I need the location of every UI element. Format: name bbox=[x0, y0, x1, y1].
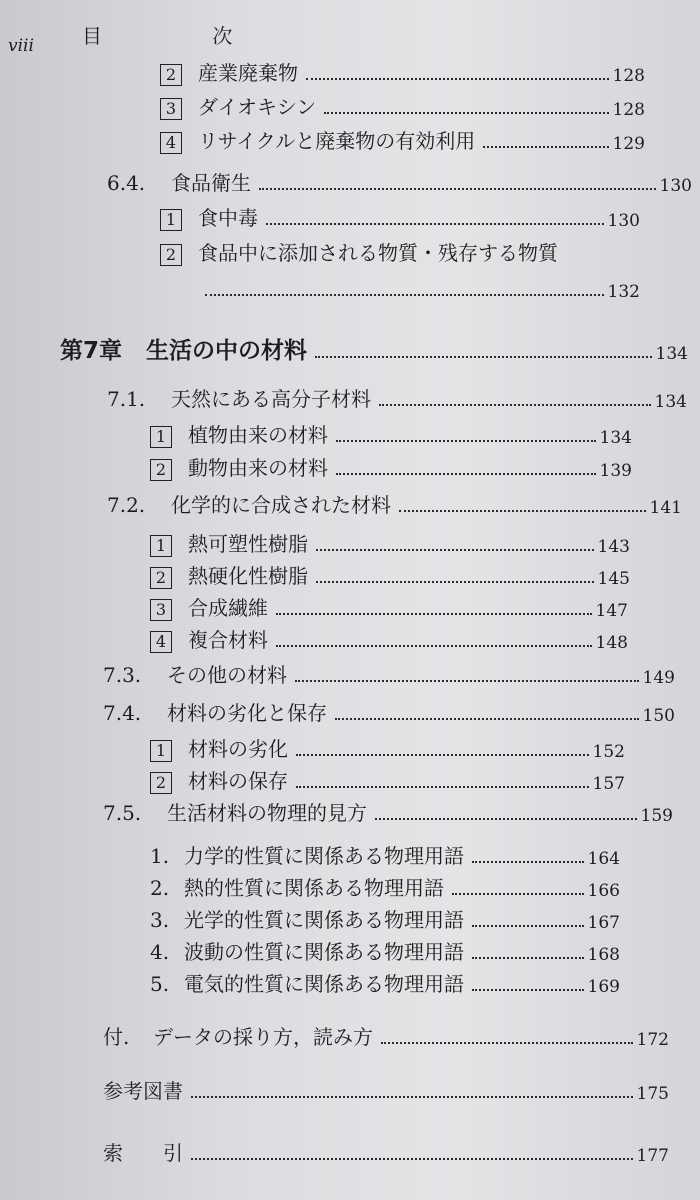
entry-page: 175 bbox=[636, 1084, 669, 1104]
toc-entry bbox=[150, 967, 620, 999]
entry-page: 157 bbox=[592, 774, 625, 794]
entry-title: ダイオキシン bbox=[198, 95, 317, 119]
toc-entry bbox=[150, 903, 620, 935]
toc-entry bbox=[160, 236, 640, 268]
section-number: 7.5. bbox=[103, 801, 142, 825]
entry-page: 159 bbox=[640, 806, 673, 826]
entry-page: 143 bbox=[597, 537, 630, 557]
entry-title: 食品衛生 bbox=[171, 171, 251, 195]
toc-entry bbox=[150, 591, 628, 623]
toc-entry bbox=[150, 559, 630, 591]
appendix-label: 付. bbox=[103, 1025, 130, 1049]
entry-page: 141 bbox=[649, 498, 682, 518]
entry-page: 134 bbox=[654, 392, 687, 412]
item-number-box: 1 bbox=[150, 740, 172, 762]
entry-page: 132 bbox=[607, 282, 640, 302]
entry-title: 材料の保存 bbox=[188, 769, 288, 793]
entry-page: 147 bbox=[595, 601, 628, 621]
item-number: 3. bbox=[150, 908, 170, 932]
entry-page: 129 bbox=[612, 134, 645, 154]
toc-entry bbox=[160, 201, 640, 233]
item-number: 2. bbox=[150, 876, 170, 900]
section-number: 7.4. bbox=[103, 701, 142, 725]
entry-page: 168 bbox=[587, 945, 620, 965]
dot-leader bbox=[259, 188, 656, 190]
item-number-box: 2 bbox=[150, 459, 172, 481]
entry-title: 天然にある高分子材料 bbox=[171, 387, 371, 411]
entry-page: 172 bbox=[636, 1030, 669, 1050]
dot-leader bbox=[472, 989, 584, 991]
item-number-box: 4 bbox=[150, 631, 172, 653]
toc-entry bbox=[150, 527, 630, 559]
entry-title: 索 引 bbox=[103, 1141, 183, 1165]
toc-appendix bbox=[103, 1020, 669, 1052]
dot-leader bbox=[276, 613, 592, 615]
item-number-box: 2 bbox=[160, 244, 182, 266]
entry-page: 169 bbox=[587, 977, 620, 997]
toc-references bbox=[103, 1074, 669, 1106]
dot-leader bbox=[315, 356, 652, 358]
toc-entry bbox=[150, 871, 620, 903]
toc-entry bbox=[150, 623, 628, 655]
entry-title: 複合材料 bbox=[188, 628, 268, 652]
entry-title: 植物由来の材料 bbox=[188, 423, 328, 447]
dot-leader bbox=[472, 957, 584, 959]
entry-page: 152 bbox=[592, 742, 625, 762]
toc-entry bbox=[160, 124, 645, 156]
toc-entry bbox=[160, 56, 645, 88]
toc-index bbox=[103, 1136, 669, 1168]
toc-entry bbox=[150, 732, 625, 764]
item-number-box: 2 bbox=[160, 64, 182, 86]
entry-title: 材料の劣化と保存 bbox=[167, 701, 327, 725]
dot-leader bbox=[191, 1096, 633, 1098]
dot-leader bbox=[296, 786, 589, 788]
dot-leader bbox=[191, 1158, 633, 1160]
entry-title: リサイクルと廃棄物の有効利用 bbox=[198, 129, 476, 153]
toc-chapter bbox=[60, 334, 688, 366]
dot-leader bbox=[266, 223, 604, 225]
item-number: 1. bbox=[150, 844, 170, 868]
entry-page: 164 bbox=[587, 849, 620, 869]
chapter-number: 第7章 bbox=[60, 338, 123, 364]
item-number-box: 1 bbox=[150, 535, 172, 557]
entry-title: 熱可塑性樹脂 bbox=[188, 532, 308, 556]
item-number-box: 2 bbox=[150, 567, 172, 589]
toc-section bbox=[107, 488, 682, 520]
item-number-box: 3 bbox=[160, 98, 182, 120]
entry-title: 参考図書 bbox=[103, 1079, 183, 1103]
item-number-box: 3 bbox=[150, 599, 172, 621]
entry-title: 食品中に添加される物質・残存する物質 bbox=[198, 241, 558, 265]
section-number: 7.3. bbox=[103, 663, 142, 687]
chapter-title: 生活の中の材料 bbox=[146, 338, 308, 364]
toc-entry bbox=[160, 90, 645, 122]
dot-leader bbox=[296, 754, 589, 756]
entry-page: 134 bbox=[599, 428, 632, 448]
item-number: 4. bbox=[150, 940, 170, 964]
toc-section bbox=[103, 696, 675, 728]
toc-entry bbox=[150, 935, 620, 967]
toc-entry bbox=[150, 418, 632, 450]
entry-page: 166 bbox=[587, 881, 620, 901]
dot-leader bbox=[452, 893, 584, 895]
entry-page: 148 bbox=[595, 633, 628, 653]
dot-leader bbox=[483, 146, 608, 148]
toc-section bbox=[107, 166, 692, 198]
toc-entry bbox=[150, 839, 620, 871]
toc-entry bbox=[150, 764, 625, 796]
toc-entry-continuation bbox=[205, 272, 640, 304]
dot-leader bbox=[205, 294, 604, 296]
dot-leader bbox=[335, 718, 639, 720]
entry-title: 材料の劣化 bbox=[188, 737, 288, 761]
dot-leader bbox=[316, 549, 594, 551]
dot-leader bbox=[276, 645, 592, 647]
entry-title: 生活材料の物理的見方 bbox=[167, 801, 367, 825]
section-number: 7.2. bbox=[107, 493, 146, 517]
toc-section bbox=[107, 382, 687, 414]
item-number-box: 1 bbox=[150, 426, 172, 448]
entry-title: 産業廃棄物 bbox=[198, 61, 298, 85]
entry-title: 食中毒 bbox=[198, 206, 258, 230]
toc-section bbox=[103, 658, 675, 690]
entry-title: 動物由来の材料 bbox=[188, 456, 328, 480]
entry-title: 化学的に合成された材料 bbox=[171, 493, 391, 517]
page-number: viii bbox=[8, 36, 34, 56]
header-title: 目 次 bbox=[82, 24, 285, 48]
toc-entry bbox=[150, 451, 632, 483]
entry-title: データの採り方，読み方 bbox=[153, 1025, 373, 1049]
entry-page: 145 bbox=[597, 569, 630, 589]
dot-leader bbox=[381, 1042, 633, 1044]
dot-leader bbox=[295, 680, 639, 682]
entry-page: 139 bbox=[599, 461, 632, 481]
entry-page: 167 bbox=[587, 913, 620, 933]
section-number: 6.4. bbox=[107, 171, 146, 195]
item-number: 5. bbox=[150, 972, 170, 996]
dot-leader bbox=[336, 440, 596, 442]
entry-page: 130 bbox=[659, 176, 692, 196]
dot-leader bbox=[472, 861, 584, 863]
entry-page: 134 bbox=[655, 344, 688, 364]
entry-page: 128 bbox=[612, 100, 645, 120]
entry-title: 熱硬化性樹脂 bbox=[188, 564, 308, 588]
item-number-box: 2 bbox=[150, 772, 172, 794]
entry-title: 波動の性質に関係ある物理用語 bbox=[184, 940, 464, 964]
dot-leader bbox=[472, 925, 584, 927]
entry-title: その他の材料 bbox=[167, 663, 287, 687]
dot-leader bbox=[324, 112, 608, 114]
entry-page: 149 bbox=[642, 668, 675, 688]
page-header bbox=[0, 18, 700, 56]
entry-title: 電気的性質に関係ある物理用語 bbox=[184, 972, 464, 996]
entry-page: 177 bbox=[636, 1146, 669, 1166]
entry-page: 128 bbox=[612, 66, 645, 86]
dot-leader bbox=[316, 581, 594, 583]
dot-leader bbox=[379, 404, 651, 406]
item-number-box: 4 bbox=[160, 132, 182, 154]
entry-title: 力学的性質に関係ある物理用語 bbox=[184, 844, 464, 868]
dot-leader bbox=[306, 78, 609, 80]
dot-leader bbox=[375, 818, 637, 820]
section-number: 7.1. bbox=[107, 387, 146, 411]
toc-section bbox=[103, 796, 673, 828]
item-number-box: 1 bbox=[160, 209, 182, 231]
entry-title: 光学的性質に関係ある物理用語 bbox=[184, 908, 464, 932]
entry-page: 150 bbox=[642, 706, 675, 726]
entry-title: 熱的性質に関係ある物理用語 bbox=[184, 876, 444, 900]
entry-title: 合成繊維 bbox=[188, 596, 268, 620]
dot-leader bbox=[399, 510, 646, 512]
dot-leader bbox=[336, 473, 596, 475]
entry-page: 130 bbox=[607, 211, 640, 231]
